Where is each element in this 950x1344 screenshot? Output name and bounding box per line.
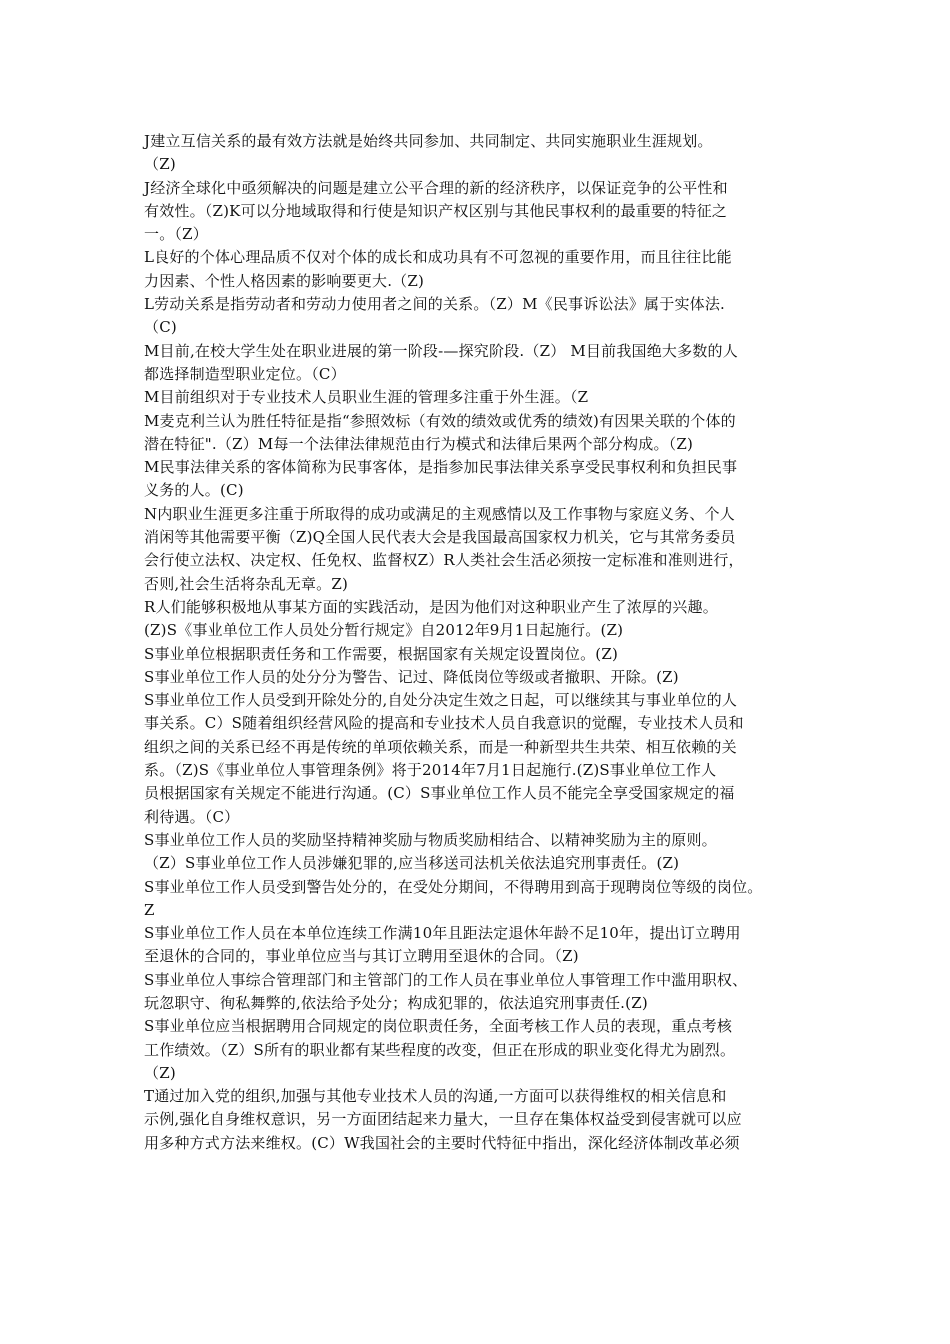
text-line: L良好的个体心理品质不仅对个体的成长和成功具有不可忽视的重要作用，而且往往比能 <box>144 248 732 267</box>
text-line: 事关系。C）S随着组织经营风险的提高和专业技术人员自我意识的觉醒，专业技术人员和 <box>144 714 744 733</box>
text-line: 一。（Z） <box>144 225 208 244</box>
text-line: S事业单位人事综合管理部门和主管部门的工作人员在事业单位人事管理工作中滥用职权、 <box>144 970 748 989</box>
text-line: 否则,社会生活将杂乱无章。Z) <box>144 574 349 593</box>
text-line: S事业单位应当根据聘用合同规定的岗位职责任务，全面考核工作人员的表现，重点考核 <box>144 1017 733 1036</box>
text-line: 示例,强化自身维权意识，另一方面团结起来力量大，一旦存在集体权益受到侵害就可以应 <box>144 1110 742 1129</box>
text-line: M麦克利兰认为胜任特征是指“参照效标（有效的绩效或优秀的绩效)有因果关联的个体的 <box>144 411 736 430</box>
document-body <box>144 130 824 1155</box>
text-line: 玩忽职守、徇私舞弊的,依法给予处分；构成犯罪的，依法追究刑事责任.(Z) <box>144 993 648 1012</box>
text-line: M目前,在校大学生处在职业进展的第一阶段-—探究阶段.（Z） M目前我国绝大多数的人 <box>144 341 738 360</box>
text-line: S事业单位工作人员受到警告处分的，在受处分期间，不得聘用到高于现聘岗位等级的岗位。 <box>144 877 763 896</box>
text-line: L劳动关系是指劳动者和劳动力使用者之间的关系。（Z）M《民事诉讼法》属于实体法. <box>144 295 726 314</box>
text-line: 潜在特征".（Z）M每一个法律法律规范由行为模式和法律后果两个部分构成。（Z) <box>144 434 694 453</box>
text-line: M民事法律关系的客体简称为民事客体，是指参加民事法律关系享受民事权利和负担民事 <box>144 458 738 477</box>
text-line: N内职业生涯更多注重于所取得的成功或满足的主观感情以及工作事物与家庭义务、个人 <box>144 504 735 523</box>
text-line: 组织之间的关系已经不再是传统的单项依赖关系，而是一种新型共生共荣、相互依赖的关 <box>144 737 737 756</box>
text-line: S事业单位根据职责任务和工作需要，根据国家有关规定设置岗位。(Z) <box>144 644 619 663</box>
text-line: 都选择制造型职业定位。（C） <box>144 364 346 383</box>
text-line: 利待遇。（C） <box>144 807 240 826</box>
text-line: J经济全球化中亟须解决的问题是建立公平合理的新的经济秩序，以保证竞争的公平性和 <box>144 178 728 197</box>
text-line: R人们能够积极地从事某方面的实践活动，是因为他们对这种职业产生了浓厚的兴趣。 <box>144 597 718 616</box>
text-line: S事业单位工作人员的处分分为警告、记过、降低岗位等级或者撤职、开除。(Z) <box>144 667 679 686</box>
text-line: S事业单位工作人员的奖励坚持精神奖励与物质奖励相结合、以精神奖励为主的原则。 <box>144 830 717 849</box>
text-line: 用多种方式方法来维权。(C）W我国社会的主要时代特征中指出，深化经济体制改革必须 <box>144 1133 740 1152</box>
text-line: 会行使立法权、决定权、任免权、监督权Z）R人类社会生活必须按一定标准和准则进行， <box>144 551 744 570</box>
text-line: 员根据国家有关规定不能进行沟通。(C）S事业单位工作人员不能完全享受国家规定的福 <box>144 784 735 803</box>
text-line: Z <box>144 900 155 919</box>
text-line: M目前组织对于专业技术人员职业生涯的管理多注重于外生涯。（Z <box>144 388 589 407</box>
text-line: S事业单位工作人员受到开除处分的,自处分决定生效之日起，可以继续其与事业单位的人 <box>144 691 738 710</box>
text-line: （Z) <box>144 1063 176 1082</box>
text-line: （C) <box>144 318 177 337</box>
text-line: 力因素、个性人格因素的影响要更大.（Z) <box>144 271 425 290</box>
text-line: 系。（Z)S《事业单位人事管理条例》将于2014年7月1日起施行.(Z)S事业单位工作人 <box>144 761 717 780</box>
text-line: T通过加入党的组织,加强与其他专业技术人员的沟通,一方面可以获得维权的相关信息和 <box>144 1087 727 1106</box>
text-line: （Z）S事业单位工作人员涉嫌犯罪的,应当移送司法机关依法追究刑事责任。(Z) <box>144 854 680 873</box>
text-line: 义务的人。(C) <box>144 481 244 500</box>
text-line: 消闲等其他需要平衡（Z)Q全国人民代表大会是我国最高国家权力机关，它与其常务委员 <box>144 528 736 547</box>
text-line: S事业单位工作人员在本单位连续工作满10年且距法定退休年龄不足10年，提出订立聘用 <box>144 924 741 943</box>
text-line: 有效性。（Z)K可以分地域取得和行使是知识产权区别与其他民事权利的最重要的特征之 <box>144 201 727 220</box>
text-line: （Z) <box>144 155 176 174</box>
text-line: J建立互信关系的最有效方法就是始终共同参加、共同制定、共同实施职业生涯规划。 <box>144 132 713 150</box>
text-line: 至退休的合同的，事业单位应当与其订立聘用至退休的合同。（Z) <box>144 947 579 966</box>
text-line: 工作绩效。（Z）S所有的职业都有某些程度的改变，但正在形成的职业变化得尤为剧烈。 <box>144 1040 736 1059</box>
text-line: (Z)S《事业单位工作人员处分暂行规定》自2012年9月1日起施行。(Z) <box>144 621 624 640</box>
